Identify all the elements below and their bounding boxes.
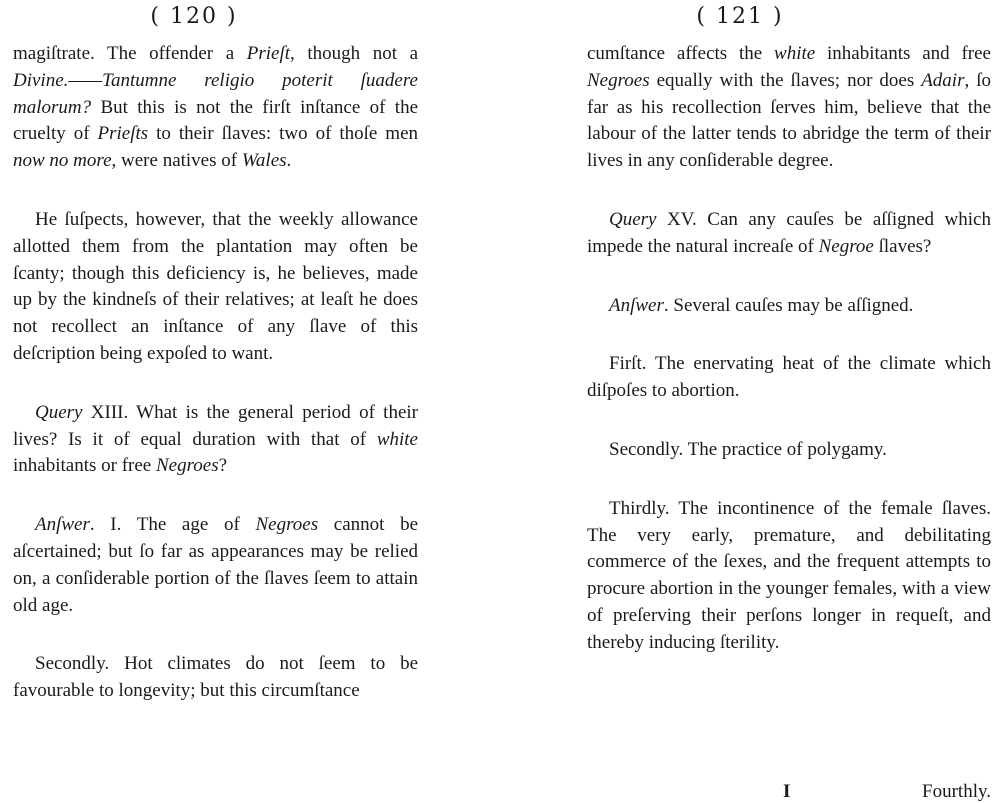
text-run: inhabitants and free [815, 43, 991, 64]
italic-text: Adair [921, 69, 965, 91]
text-run: to their ſlaves: two of thoſe men [148, 123, 419, 145]
paragraph [13, 512, 418, 619]
italic-text: Anſwer [35, 514, 90, 536]
text-run: , though not a [290, 43, 418, 64]
text-run: Secondly. The practice of polygamy. [609, 438, 887, 460]
paragraph [13, 400, 418, 480]
page-number-left: ( 120 ) [150, 4, 238, 29]
italic-text: Prieſt [246, 43, 291, 64]
text-run: Firſt. The enervating heat of the climate which diſpoſes to abortion. [587, 353, 991, 402]
italic-text: Query [35, 401, 83, 423]
text-run: equally with the ſlaves; nor does [649, 69, 922, 91]
text-run: ſlaves? [873, 235, 932, 257]
paragraph [587, 351, 991, 405]
text-run: , ſo far as his recollection ſerves him, believe that the labour of the latter tends to abridge the term of their lives in any conſiderable degree. [587, 69, 991, 172]
text-run: He ſuſpects, however, that the weekly allowance allotted them from the plantation may often be ſcanty; though this deficiency is, he believes, made up by the kindneſs of their relatives; at leaſt he does not recollect an inſtance of any ſlave of this deſcription being expoſed to want. [13, 208, 418, 364]
italic-text: Negroes [155, 455, 219, 477]
italic-text: Query [609, 208, 657, 230]
text-run: XV. Can any cauſes be aſſigned which impede the natural increaſe of [587, 208, 991, 257]
italic-text: white [376, 428, 418, 450]
text-run: Thirdly. The incontinence of the female ſlaves. The very early, premature, and debilitating commerce of the ſexes, and the frequent attempts to procure abortion in the younger females, with a view of preſerving their perſons longer in requeſt, and thereby inducing ſterility. [587, 497, 991, 653]
paragraph [587, 41, 991, 175]
text-run: inhabitants or free [13, 455, 156, 477]
text-run: magiſtrate. The offender a [13, 43, 247, 64]
text-run: Secondly. Hot climates do not ſeem to be favourable to longevity; but this circumſtance [13, 653, 418, 702]
text-run: But this is not the firſt inſtance of the cruelty of [13, 96, 418, 145]
gutter [440, 0, 560, 789]
italic-text: Negroes [255, 514, 319, 536]
text-run: , were natives of [111, 150, 242, 172]
right-page [560, 0, 1000, 802]
italic-text: Anſwer [609, 294, 664, 316]
paragraph [13, 207, 418, 368]
italic-text: Negroes [587, 69, 650, 91]
italic-text: now no more [13, 150, 112, 172]
text-run: . I. The age of [89, 514, 256, 536]
italic-text: white [774, 43, 816, 64]
text-run: cumſtance affects the [587, 43, 775, 64]
page-number-right: ( 121 ) [696, 4, 784, 29]
text-run: . [286, 150, 292, 172]
text-run: XIII. What is the general period of their lives? Is it of equal duration with that of [13, 401, 418, 450]
italic-text: Prieſts [97, 123, 149, 145]
left-page-text [13, 41, 418, 737]
italic-text: Divine.——Tantumne religio poterit ſuadere malorum? [13, 69, 418, 118]
text-run: ? [218, 455, 228, 477]
text-run: cannot be aſcertained; but ſo far as appearances may be relied on, a conſiderable portion of the ſlaves ſeem to attain old age. [13, 514, 419, 616]
signature-mark: I [783, 781, 791, 802]
paragraph [587, 496, 991, 657]
left-page [0, 0, 440, 789]
paragraph [587, 437, 991, 464]
paragraph [13, 651, 418, 705]
text-run: . Several cauſes may be aſſigned. [663, 294, 914, 316]
italic-text: Negroe [818, 235, 874, 257]
paragraph [13, 41, 418, 175]
right-page-text [587, 41, 991, 689]
catchword: Fourthly. [922, 781, 991, 802]
paragraph [587, 207, 991, 261]
italic-text: Wales [241, 150, 287, 172]
paragraph [587, 293, 991, 320]
